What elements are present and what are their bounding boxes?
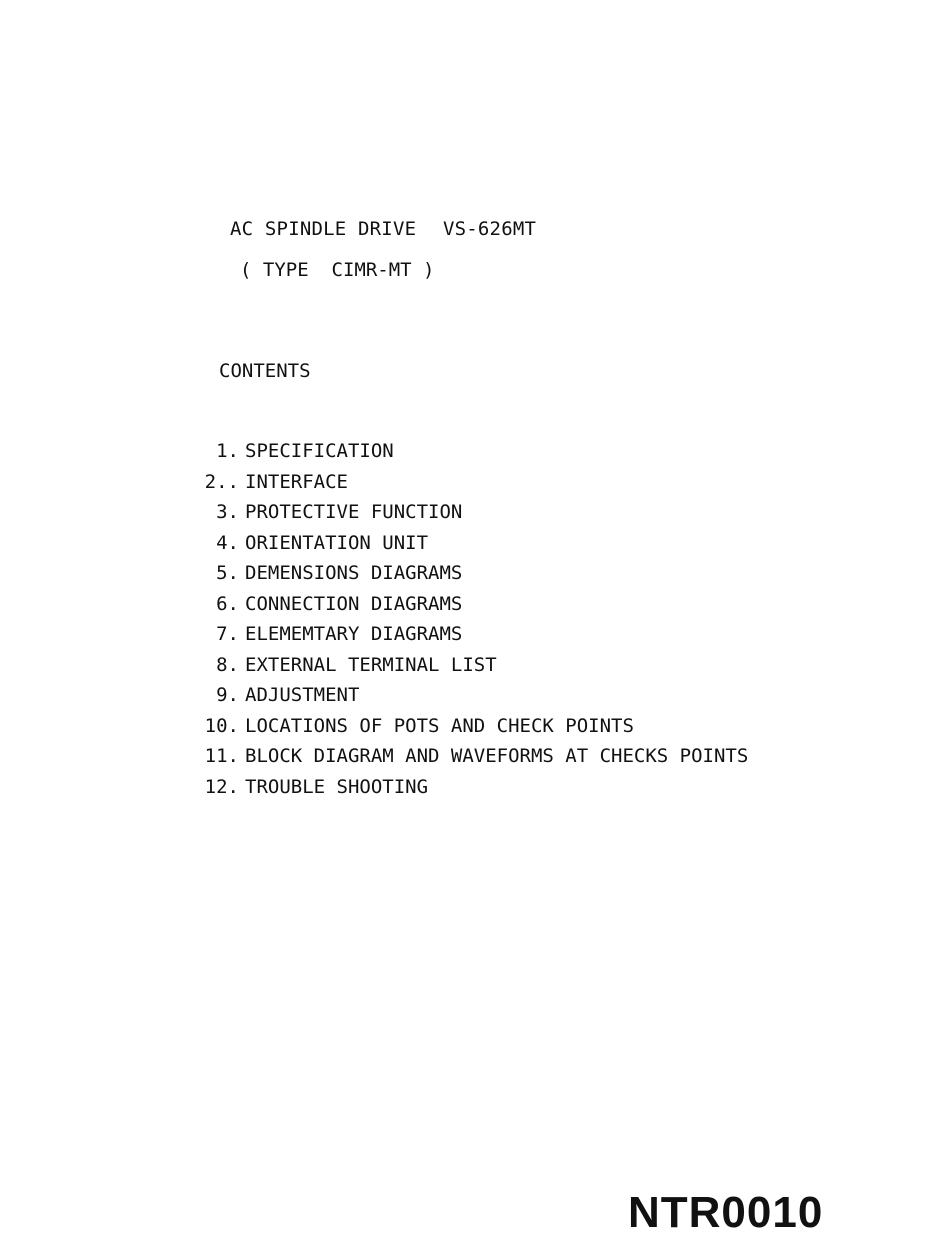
- document-title: [230, 218, 537, 240]
- toc-item-number: 11.: [204, 745, 239, 767]
- product-name: AC SPINDLE DRIVE: [230, 218, 417, 240]
- toc-item-label: INTERFACE: [245, 470, 348, 493]
- toc-item-label: ADJUSTMENT: [245, 684, 360, 706]
- toc-item-label: BLOCK DIAGRAM AND WAVEFORMS AT CHECKS POINTS: [245, 745, 749, 767]
- toc-item-number: 1.: [216, 440, 239, 462]
- model-number: VS-626MT: [443, 218, 537, 240]
- type-designation: ( TYPE CIMR-MT ): [240, 259, 435, 281]
- toc-item-number: 3.: [216, 501, 239, 523]
- toc-item-number: 2..: [204, 470, 239, 493]
- document-code: NTR0010: [628, 1188, 824, 1237]
- toc-item-label: EXTERNAL TERMINAL LIST: [245, 653, 497, 676]
- toc-item-label: ELEMEMTARY DIAGRAMS: [245, 623, 463, 645]
- toc-item-number: 12.: [204, 775, 239, 798]
- toc-item-number: 8.: [216, 653, 239, 676]
- toc-item-number: 5.: [216, 562, 239, 584]
- toc-item-label: PROTECTIVE FUNCTION: [245, 501, 463, 523]
- toc-item-number: 4.: [216, 531, 239, 554]
- toc-item-label: DEMENSIONS DIAGRAMS: [245, 562, 463, 584]
- toc-item-label: TROUBLE SHOOTING: [245, 775, 429, 798]
- toc-item-label: SPECIFICATION: [245, 440, 394, 462]
- toc-item-number: 6.: [216, 592, 239, 615]
- toc-item-number: 9.: [216, 684, 239, 706]
- toc-item-number: 7.: [216, 623, 239, 645]
- toc-item-label: CONNECTION DIAGRAMS: [245, 592, 463, 615]
- contents-heading: CONTENTS: [219, 360, 311, 382]
- toc-item-number: 10.: [204, 714, 239, 737]
- toc-item-label: ORIENTATION UNIT: [245, 531, 429, 554]
- toc-item-label: LOCATIONS OF POTS AND CHECK POINTS: [245, 714, 634, 737]
